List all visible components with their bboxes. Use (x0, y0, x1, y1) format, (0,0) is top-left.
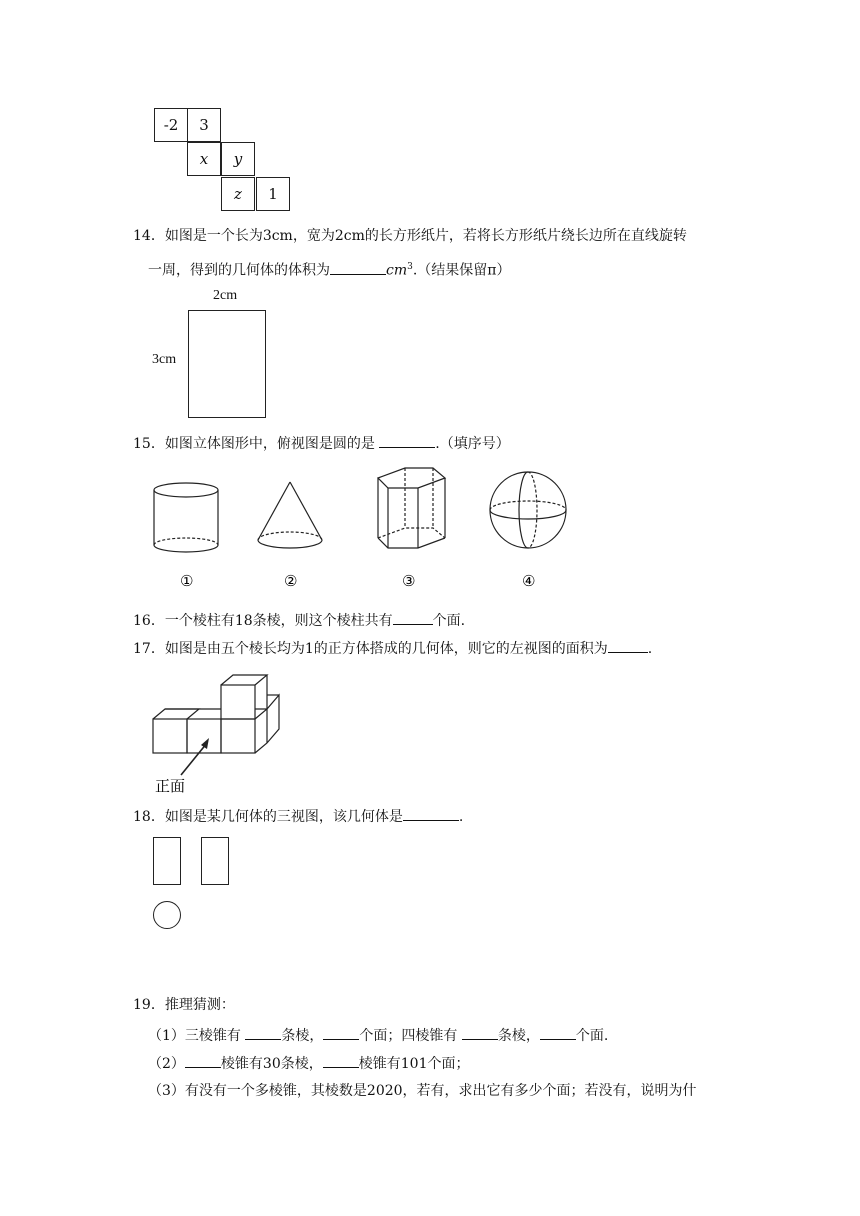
cylinder-shape (154, 483, 218, 552)
net-cell (256, 177, 290, 211)
q15-line (133, 433, 510, 454)
q15-text-b: .（填序号） (435, 436, 510, 452)
q16-text-b: 个面. (432, 613, 466, 629)
cell-value: y (233, 150, 243, 168)
q19-p2-a: （2） (148, 1056, 185, 1072)
q19-p2-b: 棱锥有30条棱， (220, 1056, 323, 1072)
cell-value: z (234, 185, 242, 203)
arrow-icon (181, 743, 207, 775)
q16-blank[interactable] (393, 610, 433, 625)
q18-line (133, 806, 463, 827)
q19-part1 (148, 1025, 608, 1046)
solid-label: ① (180, 572, 194, 590)
q14-text-b: .（结果保留π） (412, 262, 511, 279)
q17-blank[interactable] (608, 638, 648, 653)
q14-text: 14．如图是一个长为3cm，宽为2cm的长方形纸片，若将长方形纸片绕长边所在直线旋转 (133, 228, 687, 244)
side-view-rect (201, 837, 229, 885)
q19-p1-e: 个面. (575, 1028, 609, 1044)
q19-p1-a: （1）三棱锥有 (148, 1028, 241, 1044)
front-label: 正面 (155, 777, 186, 795)
cone-shape (258, 482, 322, 548)
q14-line2 (148, 257, 511, 281)
solid-label: ③ (402, 572, 416, 590)
cell-value: -2 (163, 116, 179, 134)
height-label: 3cm (152, 352, 177, 367)
rectangle-figure (188, 310, 266, 418)
net-cell (221, 177, 255, 211)
q19-p1-d: 条棱， (497, 1028, 540, 1044)
front-view-rect (153, 837, 181, 885)
net-cell (187, 108, 221, 142)
q18-text-a: 18．如图是某几何体的三视图，该几何体是 (133, 809, 403, 825)
sphere-shape (490, 472, 566, 548)
q14-exponent: 3 (407, 262, 413, 272)
net-cell (154, 108, 188, 142)
q14-line1 (133, 226, 687, 246)
q16-text-a: 16．一个棱柱有18条棱，则这个棱柱共有 (133, 613, 393, 629)
q15-text-a: 15．如图立体图形中，俯视图是圆的是 (133, 436, 375, 452)
q19-part3: （3）有没有一个多棱锥，其棱数是2020，若有，求出它有多少个面；若没有，说明为什 (148, 1083, 697, 1099)
q14-unit: cm (386, 262, 408, 279)
width-label: 2cm (213, 288, 238, 303)
net-cell (187, 142, 221, 176)
q19-blank[interactable] (323, 1025, 359, 1040)
q19-blank[interactable] (462, 1025, 498, 1040)
q18-text-b: . (458, 809, 464, 825)
q19-p1-b: 条棱， (281, 1028, 324, 1044)
q19-p2-c: 棱锥有101个面； (358, 1056, 470, 1072)
solid-label: ② (284, 572, 298, 590)
q17-text-a: 17．如图是由五个棱长均为1的正方体搭成的几何体，则它的左视图的面积为 (133, 641, 608, 657)
q16-line (133, 610, 465, 631)
q19-blank[interactable] (323, 1053, 359, 1068)
cell-value: x (199, 150, 209, 168)
q15-blank[interactable] (379, 433, 435, 448)
q14-text-a: 一周，得到的几何体的体积为 (148, 262, 330, 279)
cell-value: 1 (268, 185, 278, 203)
q14-blank[interactable] (330, 260, 386, 275)
cubes-figure (145, 665, 305, 800)
q17-text-b: . (647, 641, 653, 657)
arrowhead-icon (201, 738, 209, 749)
solid-label: ④ (522, 572, 536, 590)
top-view-circle (153, 901, 181, 929)
q19-blank[interactable] (245, 1025, 281, 1040)
cell-value: 3 (199, 116, 209, 134)
solids-figure (140, 460, 600, 595)
q19-part2 (148, 1053, 469, 1074)
q18-blank[interactable] (403, 806, 459, 821)
q19-p1-c: 个面；四棱锥有 (359, 1028, 458, 1044)
hexagonal-prism-shape (378, 468, 445, 548)
net-cell (221, 142, 255, 176)
q19-blank[interactable] (185, 1053, 221, 1068)
q17-line (133, 638, 652, 659)
q19-title: 19．推理猜测： (133, 997, 235, 1013)
q19-blank[interactable] (540, 1025, 576, 1040)
